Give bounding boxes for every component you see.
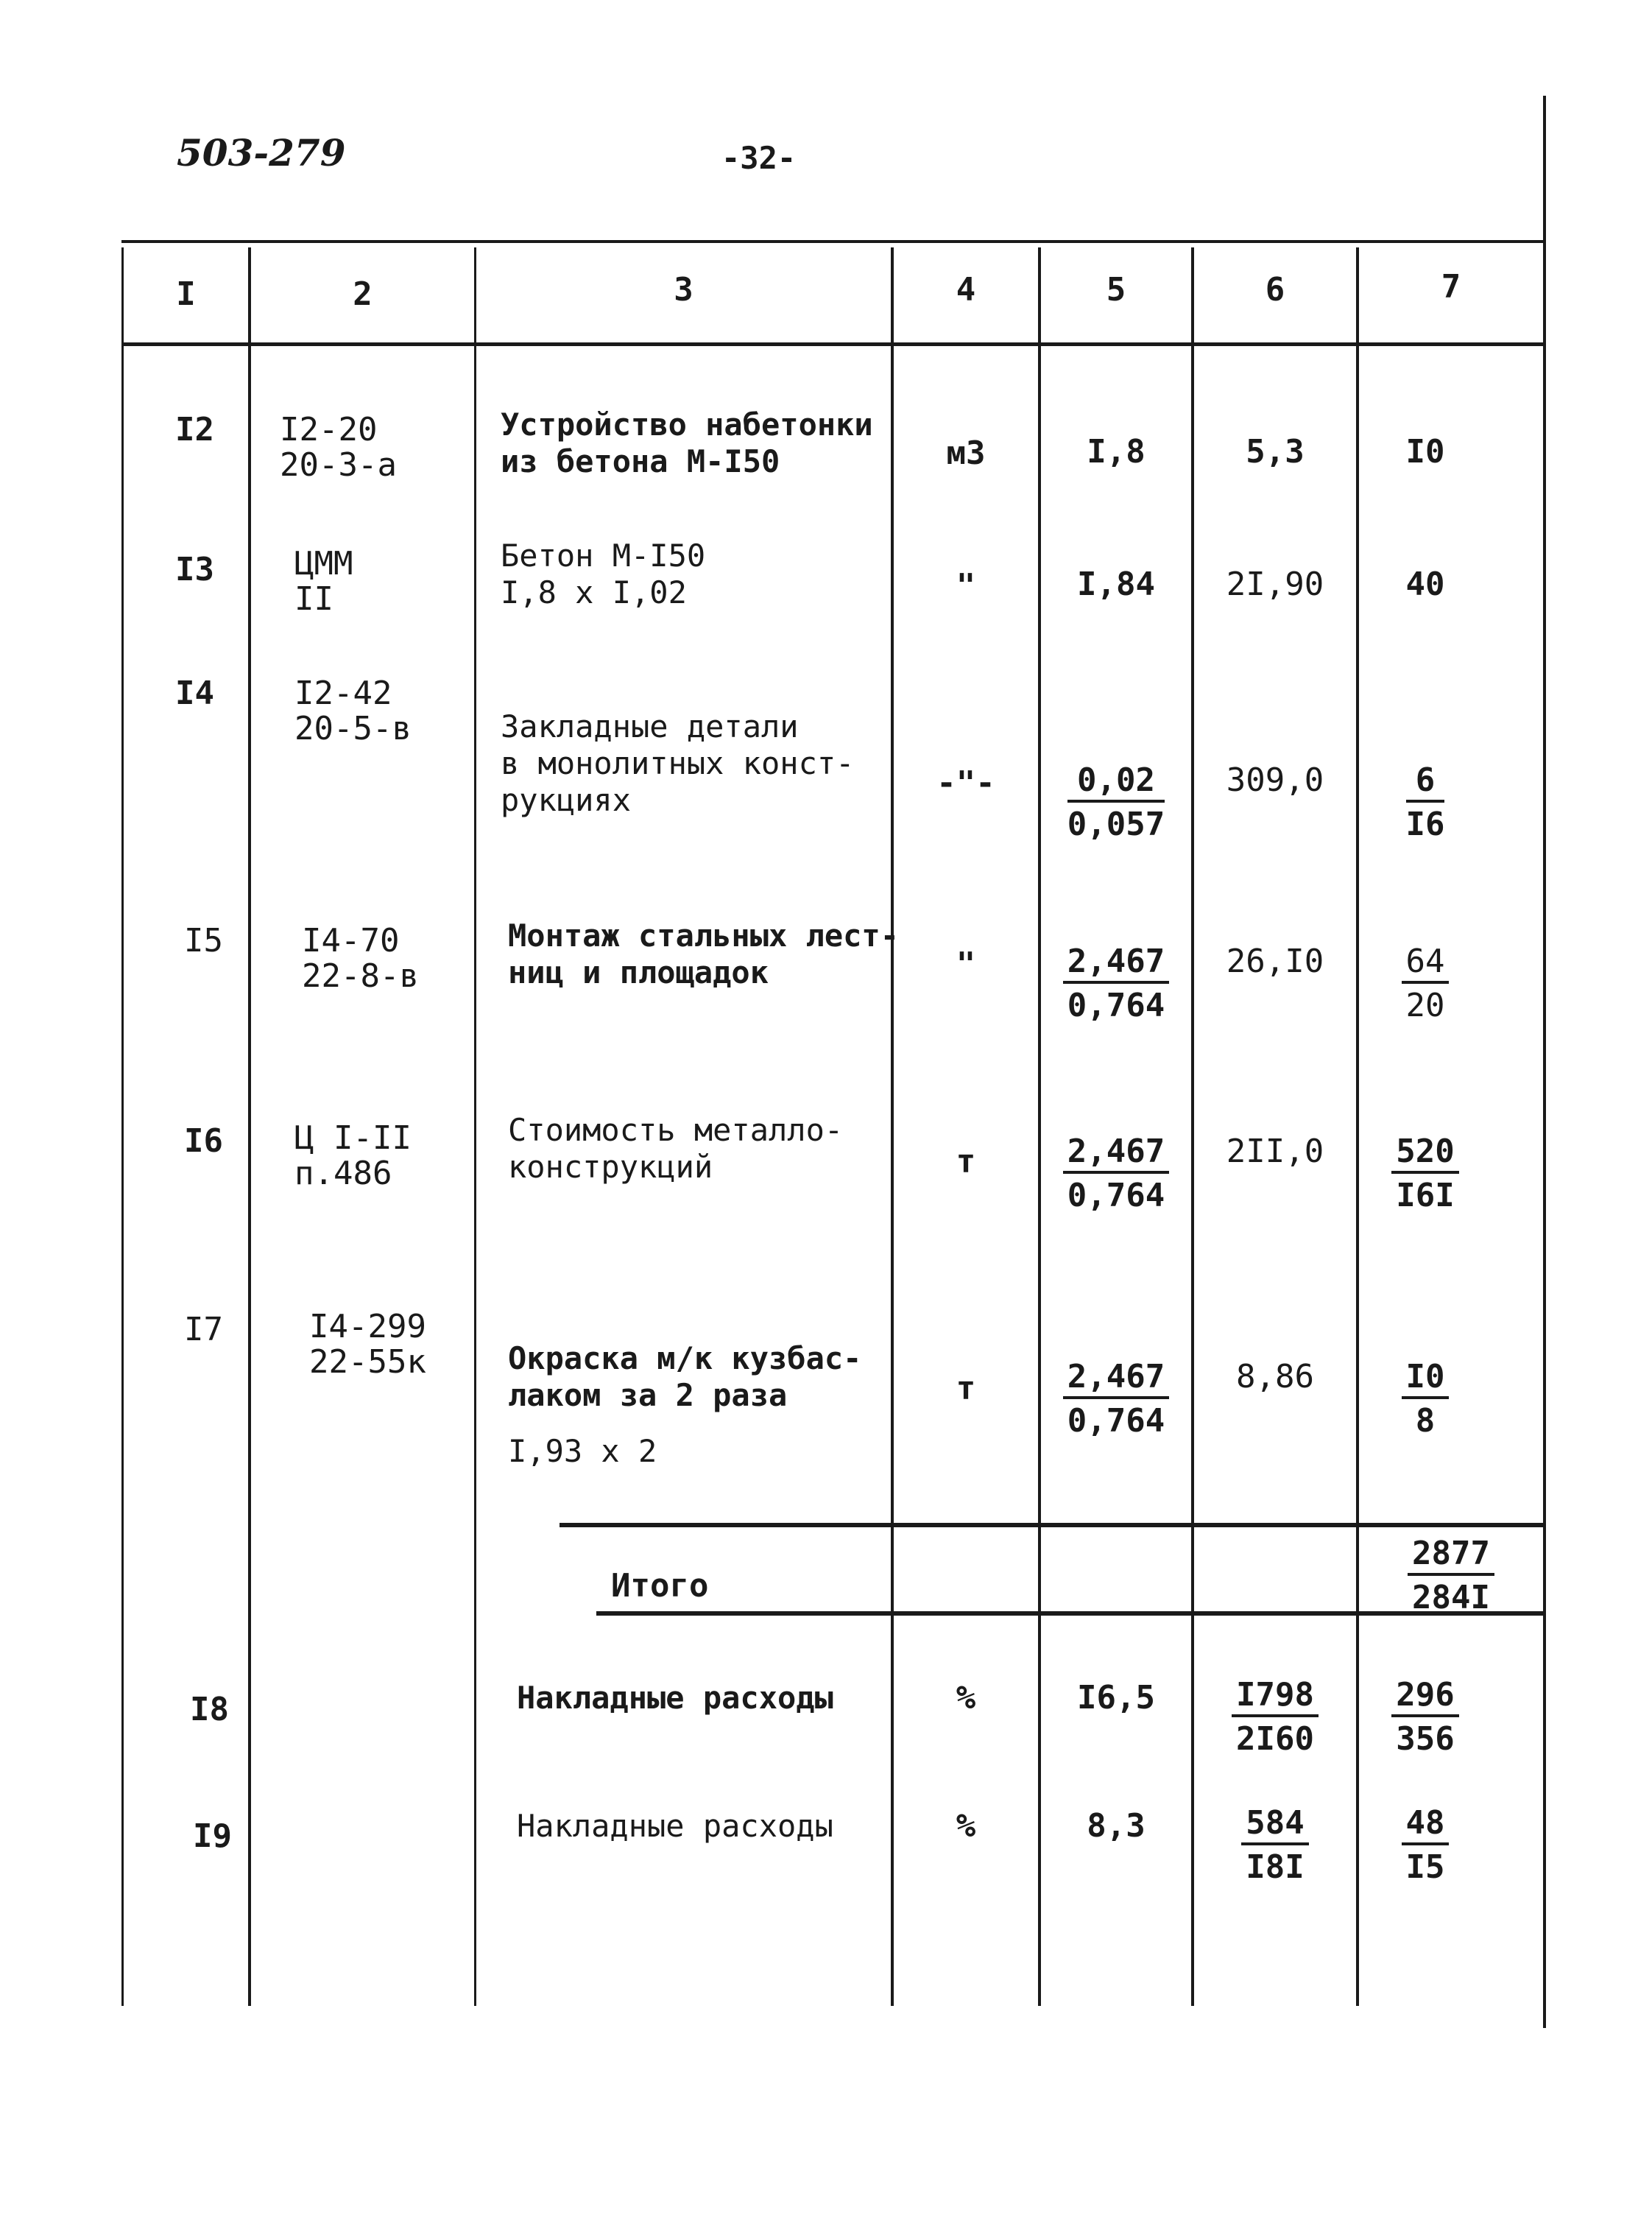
row-reference: I2-20 20-3-а xyxy=(280,411,397,484)
total-label: Итого xyxy=(611,1567,709,1605)
row-number: I7 xyxy=(184,1311,223,1348)
header-col-3: 3 xyxy=(674,271,693,309)
total-cost: $\frac{2877}{284I}$ xyxy=(1359,1536,1543,1616)
row-quantity: I,84 xyxy=(1077,566,1155,603)
row-number: I2 xyxy=(175,411,214,448)
row-price: 8,86 xyxy=(1236,1358,1314,1395)
row-description: Монтаж стальных лест- ниц и площадок xyxy=(508,918,900,990)
row-description: Закладные детали в монолитных конст- рукциях xyxy=(501,708,855,818)
row-quantity: I6,5 xyxy=(1077,1679,1155,1717)
row-unit: -"- xyxy=(936,764,995,802)
row-price: 2I,90 xyxy=(1226,566,1324,603)
row-quantity: $\frac{0,02}{0,057}$ xyxy=(1067,761,1165,843)
row-unit: " xyxy=(956,946,976,983)
row-description: Окраска м/к кузбас- лаком за 2 раза I,93 х 2 xyxy=(508,1340,862,1469)
header-bottom-rule xyxy=(121,342,1545,346)
row-unit: % xyxy=(956,1807,976,1845)
header-col-1: I xyxy=(176,275,196,313)
row-number: I8 xyxy=(190,1691,229,1728)
table-top-rule xyxy=(121,240,1545,243)
row-number: I4 xyxy=(175,675,214,712)
col-divider-2 xyxy=(474,247,476,2006)
row-description: Бетон М-I50 I,8 х I,02 xyxy=(501,538,706,610)
header-col-6: 6 xyxy=(1265,271,1285,309)
row-cost: $\frac{64}{20}$ xyxy=(1359,944,1492,1024)
row-reference: Ц I-II п.486 xyxy=(294,1119,412,1192)
row-cost: 40 xyxy=(1405,566,1445,603)
page-number: -32- xyxy=(721,140,797,176)
row-quantity: $\frac{2,467}{0,764}$ xyxy=(1041,1359,1191,1439)
col-divider-0 xyxy=(121,247,124,2006)
row-reference: I4-70 22-8-в xyxy=(302,922,419,995)
row-description: Накладные расходы xyxy=(517,1808,833,1844)
col-divider-1 xyxy=(248,247,251,2006)
row-number: I9 xyxy=(193,1817,232,1855)
row-quantity: I,8 xyxy=(1087,433,1146,471)
row-number: I5 xyxy=(184,922,223,960)
row-unit: " xyxy=(956,567,976,605)
col-divider-3 xyxy=(891,247,894,2006)
row-cost: $\frac{520}{I6I}$ xyxy=(1359,1134,1492,1214)
row-quantity: $\frac{2,467}{0,764}$ xyxy=(1041,1134,1191,1214)
row-unit: м3 xyxy=(946,434,986,472)
row-description: Устройство набетонки из бетона М-I50 xyxy=(501,406,873,479)
row-cost: $\frac{I0}{8}$ xyxy=(1359,1359,1492,1439)
row-reference: ЦММ II xyxy=(294,545,353,618)
header-col-5: 5 xyxy=(1106,271,1126,309)
row-reference: I4-299 22-55к xyxy=(309,1308,426,1381)
row-quantity: 8,3 xyxy=(1087,1807,1146,1845)
header-col-2: 2 xyxy=(353,275,373,313)
row-cost: I0 xyxy=(1405,433,1445,471)
row-price: 2II,0 xyxy=(1226,1133,1324,1170)
row-number: I3 xyxy=(175,551,214,588)
col-divider-4 xyxy=(1038,247,1041,2006)
row-number: I6 xyxy=(184,1122,223,1160)
row-unit: т xyxy=(956,1370,976,1407)
row-unit: т xyxy=(956,1143,976,1180)
row-unit: % xyxy=(956,1679,976,1717)
total-top-rule xyxy=(560,1523,1545,1527)
row-cost: $\frac{6}{I6}$ xyxy=(1405,761,1445,843)
row-price: 26,I0 xyxy=(1226,943,1324,980)
row-price: 309,0 xyxy=(1226,761,1324,799)
row-cost: $\frac{48}{I5}$ xyxy=(1359,1806,1492,1885)
row-description: Стоимость металло- конструкций xyxy=(508,1112,844,1185)
row-quantity: $\frac{2,467}{0,764}$ xyxy=(1041,944,1191,1024)
row-description: Накладные расходы xyxy=(517,1680,833,1716)
row-price: $\frac{584}{I8I}$ xyxy=(1194,1806,1356,1885)
row-reference: I2-42 20-5-в xyxy=(294,675,412,747)
page-right-border xyxy=(1543,96,1546,2028)
row-price: 5,3 xyxy=(1246,433,1305,471)
row-price: $\frac{I798}{2I60}$ xyxy=(1194,1677,1356,1757)
document-code: 503-279 xyxy=(177,131,346,175)
row-cost: $\frac{296}{356}$ xyxy=(1359,1677,1492,1757)
header-col-4: 4 xyxy=(956,271,976,309)
header-col-7: 7 xyxy=(1441,268,1461,306)
